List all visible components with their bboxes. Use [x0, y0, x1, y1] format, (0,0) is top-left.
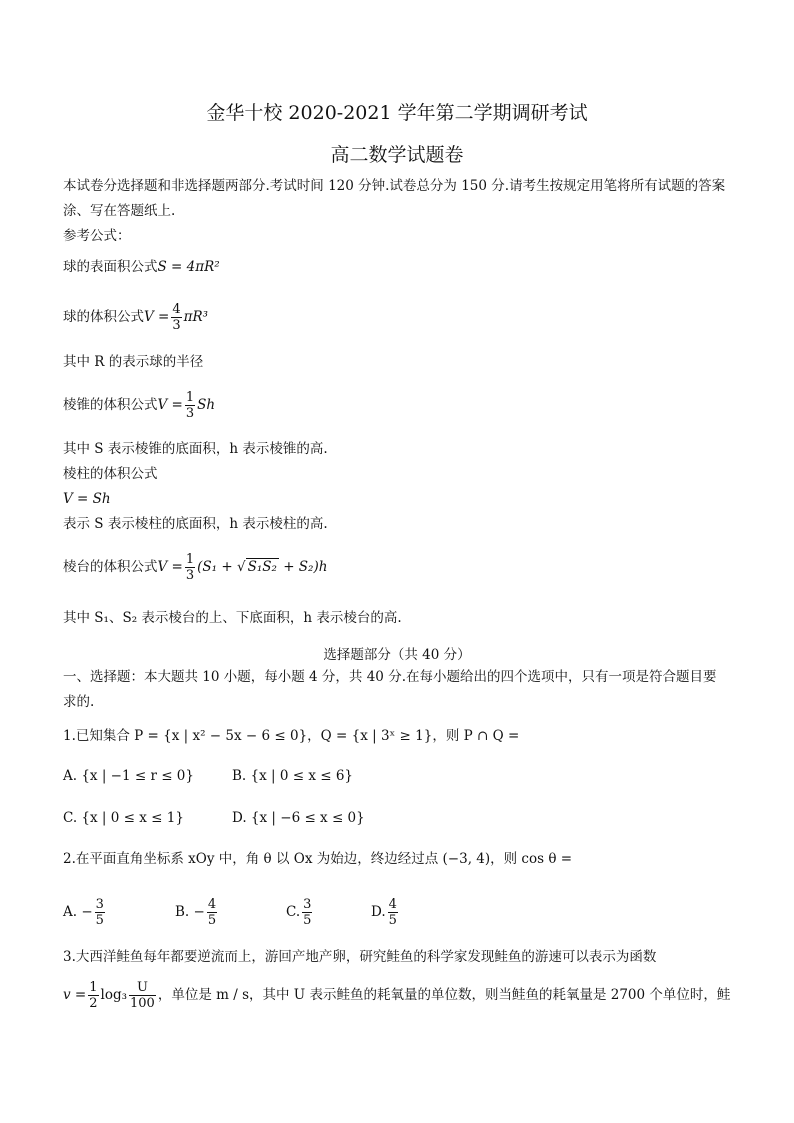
cone-lhs: V = [157, 397, 183, 413]
q3-stem-line-2 [63, 978, 730, 1012]
frustum-volume-formula [63, 550, 327, 584]
q1-option-d: D. {x | −6 ≤ x ≤ 0} [232, 810, 365, 826]
fraction-numerator: 3 [95, 897, 104, 912]
formulas-label: 参考公式： [63, 228, 131, 244]
fraction-numerator: 1 [185, 552, 195, 567]
sqrt-sign: √ [236, 559, 246, 575]
prism-formula [63, 490, 111, 508]
prism-note: 表示 S 表示棱柱的底面积，h 表示棱柱的高. [63, 516, 328, 532]
sphere-volume-label: 球的体积公式 [63, 309, 144, 325]
cone-rhs: Sh [197, 397, 216, 413]
option-fraction [95, 897, 105, 928]
frustum-lhs: V = [157, 559, 183, 575]
q3-half-fraction [88, 980, 98, 1011]
frustum-label: 棱台的体积公式 [63, 559, 158, 575]
fraction-denominator: 3 [185, 406, 195, 421]
fraction-numerator: 1 [89, 980, 98, 995]
option-label: A. − [63, 904, 93, 920]
fraction-numerator: 1 [185, 390, 195, 405]
fraction-denominator: 5 [303, 913, 312, 928]
sphere-radius-note: 其中 R 的表示球的半径 [63, 354, 204, 370]
sphere-volume-lhs: V = [144, 309, 170, 325]
sphere-volume-rhs: πR³ [183, 309, 209, 325]
section-instruction-2: 求的. [63, 694, 95, 710]
fraction-denominator: 3 [172, 318, 181, 333]
fraction-denominator: 2 [89, 996, 98, 1011]
exam-subtitle: 高二数学试题卷 [330, 144, 464, 166]
option-fraction [388, 897, 398, 928]
cone-label: 棱锥的体积公式 [63, 397, 158, 413]
q2-option-d [371, 895, 400, 929]
frustum-note: 其中 S₁、S₂ 表示棱台的上、下底面积，h 表示棱台的高. [63, 610, 402, 626]
frustum-fraction [185, 552, 195, 583]
q3-stem-line-1: 3.大西洋鲑鱼每年都要逆流而上，游回产地产卵，研究鲑鱼的科学家发现鲑鱼的游速可以表示为函数 [63, 949, 657, 965]
fraction-denominator: 5 [95, 913, 104, 928]
exam-title: 金华十校 2020-2021 学年第二学期调研考试 [206, 102, 588, 124]
sphere-area-expr: S = 4πR² [157, 259, 220, 275]
fraction-denominator: 100 [130, 996, 155, 1011]
q1-option-b: B. {x | 0 ≤ x ≤ 6} [232, 768, 354, 784]
option-fraction [207, 897, 217, 928]
fraction-numerator: U [129, 980, 156, 996]
frustum-open: (S₁ + [197, 559, 237, 575]
fraction-numerator: 3 [303, 897, 312, 912]
fraction-numerator: 4 [207, 897, 217, 912]
option-label: C. [286, 904, 301, 920]
sphere-volume-formula [63, 300, 208, 334]
frustum-sqrt: S₁S₂ [247, 559, 277, 575]
q1-option-c: C. {x | 0 ≤ x ≤ 1} [63, 810, 184, 826]
q2-option-a [63, 895, 107, 929]
q3-log: log₃ [100, 987, 128, 1003]
section-heading: 选择题部分（共 40 分） [323, 647, 471, 663]
prism-expr: V = Sh [63, 491, 111, 507]
option-label: B. − [175, 904, 205, 920]
prism-label: 棱柱的体积公式 [63, 466, 158, 482]
q3-v-lhs: v = [63, 987, 87, 1003]
cone-fraction [185, 390, 195, 421]
sphere-area-label: 球的表面积公式 [63, 259, 158, 275]
frustum-close: + S₂)h [278, 559, 328, 575]
q3-u-fraction [129, 980, 156, 1011]
fraction-denominator: 3 [185, 568, 195, 583]
fraction-denominator: 5 [207, 913, 217, 928]
q1-stem: 1.已知集合 P = {x | x² − 5x − 6 ≤ 0}，Q = {x | 3ˣ ≥ 1}，则 P ∩ Q = [63, 728, 520, 744]
intro-line-1: 本试卷分选择题和非选择题两部分.考试时间 120 分钟.试卷总分为 150 分.请考生按规定用笔将所有试题的答案 [63, 178, 726, 194]
fraction-denominator: 5 [388, 913, 397, 928]
option-label: D. [371, 904, 386, 920]
fraction-numerator: 4 [172, 302, 181, 317]
intro-line-2: 涂、写在答题纸上. [63, 203, 176, 219]
option-fraction [302, 897, 312, 928]
q2-option-c [286, 895, 314, 929]
cone-note: 其中 S 表示棱锥的底面积，h 表示棱锥的高. [63, 441, 328, 457]
q1-option-a: A. {x | −1 ≤ r ≤ 0} [63, 768, 194, 784]
cone-volume-formula [63, 388, 215, 422]
section-instruction-1: 一、选择题：本大题共 10 小题，每小题 4 分，共 40 分.在每小题给出的四个选项中，只有一项是符合题目要 [63, 669, 717, 685]
q2-stem: 2.在平面直角坐标系 xOy 中，角 θ 以 Ox 为始边，终边经过点 (−3, 4)，则 cos θ = [63, 851, 573, 867]
q2-option-b [175, 895, 219, 929]
fraction-numerator: 4 [388, 897, 397, 912]
q3-stem-rest: ，单位是 m / s，其中 U 表示鲑鱼的耗氧量的单位数，则当鲑鱼的耗氧量是 2700 个单位时，鲑 [157, 987, 731, 1003]
sphere-area-formula [63, 258, 220, 276]
sphere-volume-fraction [171, 302, 181, 333]
